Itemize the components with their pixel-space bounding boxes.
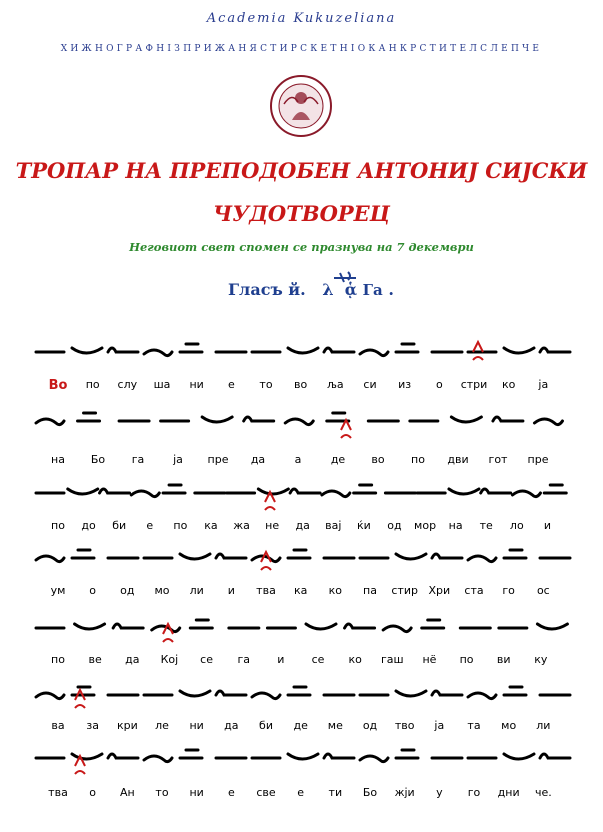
neume-sign bbox=[36, 419, 64, 425]
lyric-syllable: да bbox=[250, 453, 266, 466]
neume-line bbox=[32, 334, 572, 368]
neume-sign bbox=[432, 554, 462, 558]
lyric-syllable: се bbox=[200, 653, 213, 666]
lyric-syllable: Бо bbox=[362, 786, 378, 799]
neume-sign bbox=[493, 417, 523, 421]
neume-sign bbox=[244, 417, 274, 421]
neume-sign bbox=[252, 693, 280, 699]
lyrics-line bbox=[0, 378, 603, 394]
martyria-marker bbox=[72, 686, 88, 712]
neume-sign bbox=[285, 419, 313, 425]
neume-sign bbox=[144, 350, 172, 356]
tone-indicator: Гласъ й. λ ᾁ Га . bbox=[228, 280, 394, 299]
lyric-syllable: гот bbox=[488, 453, 508, 466]
lyric-syllable: ти bbox=[328, 786, 343, 799]
tone-neumes bbox=[330, 270, 362, 288]
lyric-syllable: ум bbox=[50, 584, 66, 597]
lyric-syllable: ка bbox=[204, 519, 218, 532]
neume-sign bbox=[288, 754, 318, 759]
neume-sign bbox=[422, 620, 444, 628]
lyric-syllable: ку bbox=[534, 653, 548, 666]
lyric-syllable: а bbox=[294, 453, 302, 466]
lyric-syllable: га bbox=[131, 453, 145, 466]
neume-sign bbox=[36, 556, 64, 562]
lyric-syllable: гаш bbox=[380, 653, 404, 666]
lyric-syllable: е bbox=[227, 786, 235, 799]
neume-sign bbox=[345, 624, 375, 628]
lyric-syllable: дви bbox=[447, 453, 469, 466]
martyria-marker bbox=[338, 416, 354, 442]
neume-sign bbox=[202, 417, 232, 422]
lyric-syllable: до bbox=[81, 519, 96, 532]
lyric-syllable: си bbox=[363, 378, 377, 391]
lyrics-line bbox=[0, 786, 603, 802]
lyric-syllable: о bbox=[89, 786, 97, 799]
neume-sign bbox=[180, 554, 210, 559]
lyric-syllable: кри bbox=[116, 719, 138, 732]
neume-sign bbox=[144, 756, 172, 762]
neume-sign bbox=[544, 485, 566, 493]
neume-sign bbox=[449, 489, 479, 494]
lyric-syllable: не bbox=[265, 519, 280, 532]
lyric-syllable: тва bbox=[256, 584, 276, 597]
neume-line bbox=[32, 403, 572, 437]
lyric-syllable: те bbox=[479, 519, 493, 532]
neume-sign bbox=[131, 491, 159, 497]
lyrics-line bbox=[0, 453, 603, 469]
lyric-syllable: ни bbox=[189, 719, 204, 732]
neume-line bbox=[32, 610, 572, 644]
neume-sign bbox=[216, 554, 246, 558]
neume-sign bbox=[290, 489, 320, 493]
lyric-syllable: ко bbox=[501, 378, 516, 391]
neume-sign bbox=[396, 554, 426, 559]
lyric-syllable: по bbox=[459, 653, 474, 666]
neume-sign bbox=[360, 756, 388, 762]
lyric-syllable: из bbox=[398, 378, 412, 391]
tone-label: Гласъ й. bbox=[228, 280, 306, 299]
lyrics-line bbox=[0, 719, 603, 735]
lyric-syllable: стри bbox=[460, 378, 488, 391]
lyric-syllable: Кој bbox=[160, 653, 179, 666]
neume-sign bbox=[481, 489, 511, 493]
lyric-syllable: тва bbox=[48, 786, 68, 799]
neume-sign bbox=[72, 550, 94, 558]
lyric-syllable: и bbox=[227, 584, 235, 597]
neume-sign bbox=[324, 754, 354, 758]
lyric-syllable: по bbox=[411, 453, 425, 466]
neume-sign bbox=[534, 419, 562, 425]
neume-sign bbox=[324, 348, 354, 352]
lyric-syllable: ка bbox=[293, 584, 308, 597]
lyric-syllable: на bbox=[51, 453, 65, 466]
neume-sign bbox=[68, 489, 98, 494]
lyric-syllable: ло bbox=[509, 519, 524, 532]
lyric-syllable: ко bbox=[328, 584, 343, 597]
lyric-syllable: слу bbox=[117, 378, 138, 391]
neume-sign bbox=[537, 624, 567, 629]
lyric-syllable: е bbox=[297, 786, 305, 799]
title-line-2: ЧУДОТВОРЕЦ bbox=[213, 201, 390, 226]
lyric-syllable: по bbox=[51, 653, 65, 666]
neume-line bbox=[32, 740, 572, 774]
lyric-syllable: по bbox=[51, 519, 65, 532]
lyric-syllable: ко bbox=[348, 653, 362, 666]
lyric-syllable: ос bbox=[536, 584, 550, 597]
martyria-marker bbox=[72, 752, 88, 778]
neume-sign bbox=[396, 344, 418, 352]
tone-mark: Га bbox=[362, 281, 383, 299]
lyrics-line bbox=[0, 519, 603, 535]
neume-sign bbox=[396, 750, 418, 758]
lyric-syllable: Во bbox=[48, 378, 68, 393]
neume-sign bbox=[216, 691, 246, 695]
lyric-syllable: у bbox=[436, 786, 443, 799]
lyric-syllable: Хри bbox=[428, 584, 451, 597]
lyric-syllable: о bbox=[89, 584, 97, 597]
neume-sign bbox=[468, 693, 496, 699]
lyric-syllable: то bbox=[259, 378, 273, 391]
lyric-syllable: де bbox=[330, 453, 346, 466]
lyric-syllable: мо bbox=[154, 584, 170, 597]
lyric-syllable: мор bbox=[414, 519, 437, 532]
lyric-syllable: де bbox=[293, 719, 308, 732]
alphabet-banner: ХИЖНОГРАФНІЗПРИЖАНЯСТИРСКЕТНІОКАНКРСТИТЕЛСЛЕПЧЕ bbox=[60, 44, 543, 54]
lyric-syllable: од bbox=[362, 719, 378, 732]
lyric-syllable: Бо bbox=[90, 453, 106, 466]
martyria-marker bbox=[258, 548, 274, 574]
lyric-syllable: по bbox=[173, 519, 188, 532]
lyric-syllable: ли bbox=[536, 719, 551, 732]
lyric-syllable: вај bbox=[325, 519, 342, 532]
title-line-1: ТРОПАР НА ПРЕПОДОБЕН АНТОНИЈ СИЈСКИ bbox=[15, 158, 588, 183]
lyrics-line bbox=[0, 653, 603, 669]
neume-sign bbox=[504, 687, 526, 695]
lyric-syllable: че. bbox=[534, 786, 552, 799]
lyric-syllable: та bbox=[467, 719, 481, 732]
lyric-syllable: о bbox=[435, 378, 443, 391]
lyric-syllable: се bbox=[311, 653, 325, 666]
lyric-syllable: мо bbox=[501, 719, 517, 732]
lyric-syllable: би bbox=[259, 719, 273, 732]
neume-sign bbox=[72, 348, 102, 353]
neume-sign bbox=[396, 691, 426, 696]
martyria-marker bbox=[470, 338, 486, 364]
neume-line bbox=[32, 677, 572, 711]
lyric-syllable: ља bbox=[326, 378, 344, 391]
neume-sign bbox=[100, 489, 130, 493]
neume-sign bbox=[504, 348, 534, 353]
lyric-syllable: ве bbox=[88, 653, 102, 666]
lyric-syllable: ви bbox=[496, 653, 511, 666]
neume-sign bbox=[75, 624, 105, 629]
neume-sign bbox=[288, 687, 310, 695]
lyric-syllable: би bbox=[112, 519, 127, 532]
lyric-syllable: го bbox=[467, 786, 481, 799]
lyric-syllable: ни bbox=[189, 378, 204, 391]
lyric-syllable: ни bbox=[189, 786, 204, 799]
neume-sign bbox=[180, 344, 202, 352]
neume-sign bbox=[383, 626, 411, 632]
lyric-syllable: нё bbox=[422, 653, 437, 666]
lyric-syllable: ле bbox=[155, 719, 169, 732]
neume-sign bbox=[180, 691, 210, 696]
lyric-syllable: ша bbox=[153, 378, 171, 391]
lyric-syllable: га bbox=[237, 653, 250, 666]
neume-sign bbox=[322, 491, 350, 497]
lyric-syllable: пре bbox=[527, 453, 549, 466]
lyric-syllable: во bbox=[371, 453, 385, 466]
neume-sign bbox=[360, 350, 388, 356]
lyric-syllable: ја bbox=[434, 719, 445, 732]
neume-sign bbox=[288, 348, 318, 353]
neume-sign bbox=[432, 691, 462, 695]
martyria-marker bbox=[262, 488, 278, 514]
lyrics-line bbox=[0, 584, 603, 600]
lyric-syllable: ја bbox=[538, 378, 549, 391]
academia-header: Academia Kukuzeliana bbox=[206, 11, 397, 26]
neume-sign bbox=[180, 750, 202, 758]
lyric-syllable: по bbox=[85, 378, 100, 391]
lyric-syllable: да bbox=[224, 719, 239, 732]
lyric-syllable: во bbox=[294, 378, 308, 391]
neume-sign bbox=[306, 624, 336, 629]
lyric-syllable: дни bbox=[497, 786, 520, 799]
lyric-syllable: жа bbox=[233, 519, 250, 532]
neume-sign bbox=[468, 556, 496, 562]
lyric-syllable: Ан bbox=[119, 786, 135, 799]
lyric-syllable: све bbox=[256, 786, 276, 799]
neume-line bbox=[32, 475, 572, 509]
neume-sign bbox=[451, 417, 481, 422]
neume-sign bbox=[540, 754, 570, 758]
lyric-syllable: то bbox=[155, 786, 169, 799]
neume-line bbox=[32, 540, 572, 574]
lyric-syllable: па bbox=[363, 584, 377, 597]
lyric-syllable: тво bbox=[394, 719, 415, 732]
lyric-syllable: ја bbox=[173, 453, 183, 466]
lyric-syllable: ли bbox=[189, 584, 204, 597]
neume-sign bbox=[512, 491, 540, 497]
neume-sign bbox=[78, 413, 100, 421]
lyric-syllable: од bbox=[120, 584, 135, 597]
lyric-syllable: на bbox=[448, 519, 463, 532]
neume-sign bbox=[504, 754, 534, 759]
martyria-marker bbox=[160, 620, 176, 646]
neume-sign bbox=[36, 693, 64, 699]
lyric-syllable: и bbox=[543, 519, 551, 532]
lyric-syllable: ва bbox=[51, 719, 65, 732]
seal-logo bbox=[262, 74, 340, 138]
neume-sign bbox=[113, 624, 143, 628]
lyric-syllable: и bbox=[277, 653, 285, 666]
neume-sign bbox=[288, 550, 310, 558]
lyric-syllable: ста bbox=[464, 584, 484, 597]
lyric-syllable: за bbox=[86, 719, 99, 732]
lyric-syllable: жји bbox=[394, 786, 415, 799]
lyric-syllable: да bbox=[125, 653, 140, 666]
lyric-syllable: ме bbox=[327, 719, 343, 732]
lyric-syllable: го bbox=[502, 584, 515, 597]
lyric-syllable: пре bbox=[207, 453, 229, 466]
neume-sign bbox=[108, 754, 138, 758]
lyric-syllable: од bbox=[387, 519, 402, 532]
lyric-syllable: е bbox=[146, 519, 154, 532]
neume-sign bbox=[163, 485, 185, 493]
lyric-syllable: е bbox=[227, 378, 235, 391]
neume-sign bbox=[504, 550, 526, 558]
lyric-syllable: стир bbox=[391, 584, 418, 597]
lyric-syllable: да bbox=[295, 519, 310, 532]
neume-sign bbox=[190, 620, 212, 628]
feast-subtitle: Неговиот свет спомен се празнува на 7 декември bbox=[129, 240, 474, 254]
lyric-syllable: ќи bbox=[356, 519, 371, 532]
neume-sign bbox=[108, 348, 138, 352]
neume-sign bbox=[540, 348, 570, 352]
neume-sign bbox=[354, 485, 376, 493]
